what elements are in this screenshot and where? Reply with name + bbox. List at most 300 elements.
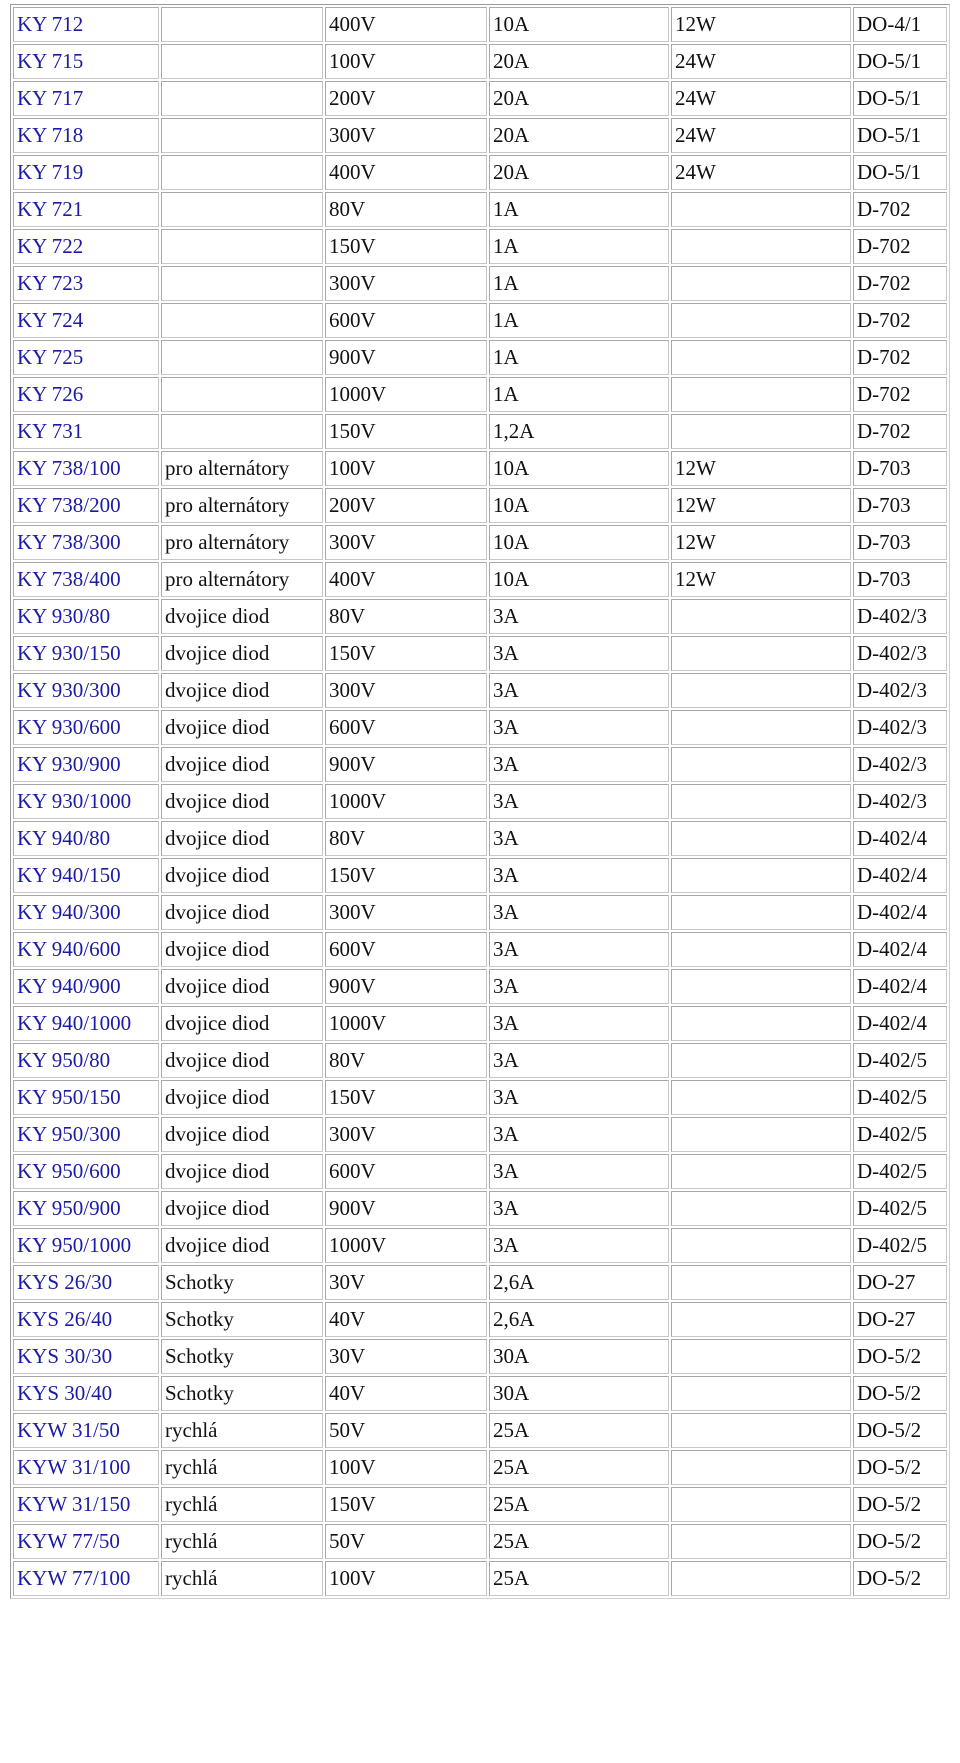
table-row <box>13 118 947 153</box>
voltage-cell: 900V <box>325 747 487 782</box>
current-cell: 25A <box>489 1450 669 1485</box>
current-cell: 25A <box>489 1413 669 1448</box>
description-cell: dvojice diod <box>161 1117 323 1152</box>
current-cell: 1A <box>489 192 669 227</box>
description-cell <box>161 155 323 190</box>
description-cell: Schotky <box>161 1376 323 1411</box>
voltage-cell: 300V <box>325 118 487 153</box>
package-cell: D-402/4 <box>853 1006 947 1041</box>
part-number-cell[interactable]: KY 738/100 <box>13 451 159 486</box>
package-cell: D-402/3 <box>853 747 947 782</box>
package-cell: D-702 <box>853 229 947 264</box>
power-cell <box>671 710 851 745</box>
power-cell <box>671 747 851 782</box>
voltage-cell: 300V <box>325 895 487 930</box>
part-number-cell[interactable]: KY 950/600 <box>13 1154 159 1189</box>
package-cell: D-402/4 <box>853 932 947 967</box>
description-cell: dvojice diod <box>161 1006 323 1041</box>
part-number-cell[interactable]: KY 722 <box>13 229 159 264</box>
table-row <box>13 747 947 782</box>
table-row <box>13 451 947 486</box>
current-cell: 20A <box>489 118 669 153</box>
power-cell <box>671 673 851 708</box>
table-row <box>13 932 947 967</box>
voltage-cell: 300V <box>325 266 487 301</box>
table-row <box>13 81 947 116</box>
table-row <box>13 636 947 671</box>
current-cell: 3A <box>489 1228 669 1263</box>
package-cell: D-402/4 <box>853 858 947 893</box>
description-cell: rychlá <box>161 1487 323 1522</box>
voltage-cell: 150V <box>325 414 487 449</box>
current-cell: 3A <box>489 784 669 819</box>
part-number-cell[interactable]: KY 718 <box>13 118 159 153</box>
current-cell: 20A <box>489 81 669 116</box>
part-number-cell[interactable]: KY 725 <box>13 340 159 375</box>
description-cell <box>161 192 323 227</box>
table-row <box>13 7 947 42</box>
table-row <box>13 229 947 264</box>
part-number-cell[interactable]: KY 721 <box>13 192 159 227</box>
power-cell <box>671 303 851 338</box>
part-number-cell[interactable]: KY 930/1000 <box>13 784 159 819</box>
part-number-cell[interactable]: KY 738/200 <box>13 488 159 523</box>
voltage-cell: 150V <box>325 858 487 893</box>
power-cell <box>671 1561 851 1596</box>
package-cell: DO-5/2 <box>853 1376 947 1411</box>
voltage-cell: 1000V <box>325 1006 487 1041</box>
table-row <box>13 266 947 301</box>
description-cell <box>161 229 323 264</box>
package-cell: D-402/4 <box>853 969 947 1004</box>
description-cell: rychlá <box>161 1413 323 1448</box>
package-cell: DO-5/2 <box>853 1339 947 1374</box>
description-cell: Schotky <box>161 1339 323 1374</box>
current-cell: 3A <box>489 1117 669 1152</box>
description-cell: dvojice diod <box>161 895 323 930</box>
package-cell: DO-5/2 <box>853 1450 947 1485</box>
description-cell: Schotky <box>161 1265 323 1300</box>
part-number-cell[interactable]: KY 940/80 <box>13 821 159 856</box>
voltage-cell: 400V <box>325 562 487 597</box>
package-cell: D-402/5 <box>853 1080 947 1115</box>
power-cell: 12W <box>671 525 851 560</box>
voltage-cell: 400V <box>325 155 487 190</box>
part-number-cell[interactable]: KY 950/300 <box>13 1117 159 1152</box>
description-cell: pro alternátory <box>161 451 323 486</box>
part-number-cell[interactable]: KY 930/150 <box>13 636 159 671</box>
description-cell: dvojice diod <box>161 599 323 634</box>
current-cell: 30A <box>489 1376 669 1411</box>
current-cell: 2,6A <box>489 1302 669 1337</box>
voltage-cell: 600V <box>325 932 487 967</box>
current-cell: 3A <box>489 673 669 708</box>
current-cell: 3A <box>489 969 669 1004</box>
power-cell <box>671 895 851 930</box>
voltage-cell: 900V <box>325 1191 487 1226</box>
voltage-cell: 80V <box>325 1043 487 1078</box>
voltage-cell: 600V <box>325 710 487 745</box>
table-row <box>13 1154 947 1189</box>
description-cell <box>161 303 323 338</box>
current-cell: 3A <box>489 636 669 671</box>
power-cell <box>671 636 851 671</box>
table-row <box>13 1080 947 1115</box>
voltage-cell: 200V <box>325 488 487 523</box>
part-number-cell[interactable]: KY 940/1000 <box>13 1006 159 1041</box>
current-cell: 3A <box>489 1080 669 1115</box>
description-cell <box>161 414 323 449</box>
power-cell <box>671 1154 851 1189</box>
description-cell: pro alternátory <box>161 562 323 597</box>
package-cell: D-702 <box>853 414 947 449</box>
description-cell: dvojice diod <box>161 1080 323 1115</box>
voltage-cell: 600V <box>325 1154 487 1189</box>
part-number-cell[interactable]: KY 930/900 <box>13 747 159 782</box>
power-cell <box>671 192 851 227</box>
current-cell: 10A <box>489 525 669 560</box>
part-number-cell[interactable]: KY 717 <box>13 81 159 116</box>
package-cell: D-402/3 <box>853 673 947 708</box>
current-cell: 3A <box>489 932 669 967</box>
power-cell <box>671 599 851 634</box>
table-row <box>13 488 947 523</box>
part-number-cell[interactable]: KYS 30/30 <box>13 1339 159 1374</box>
voltage-cell: 900V <box>325 340 487 375</box>
current-cell: 3A <box>489 1043 669 1078</box>
current-cell: 10A <box>489 7 669 42</box>
description-cell: rychlá <box>161 1561 323 1596</box>
voltage-cell: 150V <box>325 636 487 671</box>
part-number-cell[interactable]: KYS 26/30 <box>13 1265 159 1300</box>
part-number-cell[interactable]: KY 715 <box>13 44 159 79</box>
package-cell: DO-5/2 <box>853 1561 947 1596</box>
description-cell <box>161 44 323 79</box>
power-cell: 24W <box>671 155 851 190</box>
current-cell: 3A <box>489 821 669 856</box>
package-cell: D-702 <box>853 192 947 227</box>
table-row <box>13 1228 947 1263</box>
table-row <box>13 1413 947 1448</box>
part-number-cell[interactable]: KYW 31/50 <box>13 1413 159 1448</box>
power-cell <box>671 932 851 967</box>
description-cell <box>161 377 323 412</box>
table-row <box>13 303 947 338</box>
part-number-cell[interactable]: KY 930/80 <box>13 599 159 634</box>
power-cell <box>671 229 851 264</box>
part-number-cell[interactable]: KY 940/600 <box>13 932 159 967</box>
package-cell: D-402/5 <box>853 1043 947 1078</box>
power-cell <box>671 1487 851 1522</box>
description-cell <box>161 7 323 42</box>
table-row <box>13 192 947 227</box>
part-number-cell[interactable]: KYW 77/100 <box>13 1561 159 1596</box>
description-cell: dvojice diod <box>161 932 323 967</box>
table-row <box>13 155 947 190</box>
table-row <box>13 1117 947 1152</box>
description-cell <box>161 266 323 301</box>
power-cell: 12W <box>671 7 851 42</box>
current-cell: 3A <box>489 747 669 782</box>
power-cell <box>671 858 851 893</box>
description-cell: dvojice diod <box>161 1191 323 1226</box>
description-cell: dvojice diod <box>161 673 323 708</box>
power-cell: 24W <box>671 44 851 79</box>
voltage-cell: 30V <box>325 1339 487 1374</box>
diode-table-body <box>13 7 947 1596</box>
part-number-cell[interactable]: KY 726 <box>13 377 159 412</box>
part-number-cell[interactable]: KY 712 <box>13 7 159 42</box>
table-row <box>13 1561 947 1596</box>
description-cell <box>161 340 323 375</box>
table-row <box>13 1191 947 1226</box>
voltage-cell: 100V <box>325 1450 487 1485</box>
part-number-cell[interactable]: KY 738/300 <box>13 525 159 560</box>
voltage-cell: 50V <box>325 1524 487 1559</box>
current-cell: 10A <box>489 562 669 597</box>
table-row <box>13 44 947 79</box>
voltage-cell: 300V <box>325 673 487 708</box>
power-cell <box>671 1413 851 1448</box>
package-cell: D-703 <box>853 488 947 523</box>
table-row <box>13 1302 947 1337</box>
current-cell: 20A <box>489 44 669 79</box>
table-row <box>13 821 947 856</box>
table-row <box>13 1524 947 1559</box>
voltage-cell: 1000V <box>325 784 487 819</box>
package-cell: D-703 <box>853 451 947 486</box>
part-number-cell[interactable]: KY 731 <box>13 414 159 449</box>
part-number-cell[interactable]: KY 950/150 <box>13 1080 159 1115</box>
current-cell: 1A <box>489 377 669 412</box>
power-cell <box>671 1043 851 1078</box>
package-cell: D-402/5 <box>853 1191 947 1226</box>
current-cell: 3A <box>489 1154 669 1189</box>
current-cell: 1A <box>489 266 669 301</box>
description-cell: Schotky <box>161 1302 323 1337</box>
current-cell: 3A <box>489 599 669 634</box>
package-cell: DO-5/2 <box>853 1487 947 1522</box>
part-number-cell[interactable]: KYW 31/100 <box>13 1450 159 1485</box>
diode-table <box>11 5 949 1598</box>
current-cell: 3A <box>489 858 669 893</box>
power-cell <box>671 821 851 856</box>
part-number-cell[interactable]: KY 930/600 <box>13 710 159 745</box>
table-row <box>13 1487 947 1522</box>
description-cell: pro alternátory <box>161 488 323 523</box>
table-row <box>13 673 947 708</box>
table-row <box>13 784 947 819</box>
package-cell: D-702 <box>853 303 947 338</box>
table-row <box>13 969 947 1004</box>
voltage-cell: 40V <box>325 1302 487 1337</box>
current-cell: 3A <box>489 895 669 930</box>
table-row <box>13 1265 947 1300</box>
description-cell: dvojice diod <box>161 747 323 782</box>
voltage-cell: 100V <box>325 1561 487 1596</box>
voltage-cell: 600V <box>325 303 487 338</box>
power-cell: 24W <box>671 81 851 116</box>
package-cell: DO-27 <box>853 1302 947 1337</box>
power-cell <box>671 1117 851 1152</box>
table-row <box>13 599 947 634</box>
power-cell: 12W <box>671 451 851 486</box>
power-cell <box>671 1524 851 1559</box>
package-cell: D-402/4 <box>853 895 947 930</box>
part-number-cell[interactable]: KY 950/1000 <box>13 1228 159 1263</box>
table-row <box>13 1450 947 1485</box>
package-cell: D-702 <box>853 266 947 301</box>
power-cell <box>671 266 851 301</box>
package-cell: DO-27 <box>853 1265 947 1300</box>
part-number-cell[interactable]: KY 723 <box>13 266 159 301</box>
voltage-cell: 100V <box>325 451 487 486</box>
package-cell: D-703 <box>853 562 947 597</box>
table-row <box>13 377 947 412</box>
part-number-cell[interactable]: KY 724 <box>13 303 159 338</box>
description-cell: dvojice diod <box>161 821 323 856</box>
voltage-cell: 150V <box>325 1487 487 1522</box>
package-cell: DO-5/1 <box>853 44 947 79</box>
package-cell: DO-4/1 <box>853 7 947 42</box>
current-cell: 1A <box>489 229 669 264</box>
part-number-cell[interactable]: KY 930/300 <box>13 673 159 708</box>
current-cell: 2,6A <box>489 1265 669 1300</box>
description-cell: dvojice diod <box>161 1154 323 1189</box>
current-cell: 25A <box>489 1487 669 1522</box>
power-cell <box>671 1302 851 1337</box>
power-cell: 12W <box>671 488 851 523</box>
current-cell: 20A <box>489 155 669 190</box>
package-cell: D-703 <box>853 525 947 560</box>
part-number-cell[interactable]: KY 950/80 <box>13 1043 159 1078</box>
power-cell <box>671 340 851 375</box>
power-cell <box>671 1191 851 1226</box>
table-row <box>13 710 947 745</box>
package-cell: D-702 <box>853 340 947 375</box>
voltage-cell: 150V <box>325 229 487 264</box>
description-cell: rychlá <box>161 1524 323 1559</box>
description-cell: dvojice diod <box>161 1228 323 1263</box>
package-cell: D-702 <box>853 377 947 412</box>
package-cell: D-402/5 <box>853 1154 947 1189</box>
description-cell: dvojice diod <box>161 1043 323 1078</box>
description-cell <box>161 81 323 116</box>
power-cell <box>671 1376 851 1411</box>
part-number-cell[interactable]: KYW 77/50 <box>13 1524 159 1559</box>
current-cell: 3A <box>489 1006 669 1041</box>
voltage-cell: 100V <box>325 44 487 79</box>
current-cell: 3A <box>489 1191 669 1226</box>
table-row <box>13 1043 947 1078</box>
description-cell: dvojice diod <box>161 710 323 745</box>
package-cell: D-402/3 <box>853 784 947 819</box>
voltage-cell: 80V <box>325 192 487 227</box>
current-cell: 1A <box>489 303 669 338</box>
part-number-cell[interactable]: KY 950/900 <box>13 1191 159 1226</box>
voltage-cell: 50V <box>325 1413 487 1448</box>
part-number-cell[interactable]: KY 940/900 <box>13 969 159 1004</box>
package-cell: DO-5/1 <box>853 118 947 153</box>
description-cell: dvojice diod <box>161 969 323 1004</box>
package-cell: DO-5/1 <box>853 81 947 116</box>
power-cell <box>671 1450 851 1485</box>
power-cell <box>671 969 851 1004</box>
voltage-cell: 80V <box>325 599 487 634</box>
package-cell: DO-5/2 <box>853 1413 947 1448</box>
current-cell: 1,2A <box>489 414 669 449</box>
table-row <box>13 1376 947 1411</box>
description-cell <box>161 118 323 153</box>
power-cell <box>671 1080 851 1115</box>
current-cell: 3A <box>489 710 669 745</box>
voltage-cell: 400V <box>325 7 487 42</box>
current-cell: 10A <box>489 451 669 486</box>
current-cell: 10A <box>489 488 669 523</box>
voltage-cell: 200V <box>325 81 487 116</box>
package-cell: D-402/3 <box>853 636 947 671</box>
voltage-cell: 30V <box>325 1265 487 1300</box>
part-number-cell[interactable]: KY 940/300 <box>13 895 159 930</box>
package-cell: D-402/3 <box>853 599 947 634</box>
power-cell <box>671 784 851 819</box>
part-number-cell[interactable]: KY 719 <box>13 155 159 190</box>
table-row <box>13 1006 947 1041</box>
package-cell: DO-5/2 <box>853 1524 947 1559</box>
description-cell: rychlá <box>161 1450 323 1485</box>
table-row <box>13 414 947 449</box>
current-cell: 25A <box>489 1524 669 1559</box>
table-row <box>13 340 947 375</box>
current-cell: 1A <box>489 340 669 375</box>
part-number-cell[interactable]: KYS 30/40 <box>13 1376 159 1411</box>
table-row <box>13 895 947 930</box>
voltage-cell: 300V <box>325 525 487 560</box>
description-cell: dvojice diod <box>161 636 323 671</box>
table-row <box>13 858 947 893</box>
part-number-cell[interactable]: KYW 31/150 <box>13 1487 159 1522</box>
description-cell: dvojice diod <box>161 784 323 819</box>
package-cell: D-402/5 <box>853 1117 947 1152</box>
description-cell: dvojice diod <box>161 858 323 893</box>
voltage-cell: 900V <box>325 969 487 1004</box>
voltage-cell: 150V <box>325 1080 487 1115</box>
diode-table-frame <box>10 4 950 1599</box>
power-cell <box>671 414 851 449</box>
part-number-cell[interactable]: KYS 26/40 <box>13 1302 159 1337</box>
table-row <box>13 525 947 560</box>
current-cell: 25A <box>489 1561 669 1596</box>
voltage-cell: 80V <box>325 821 487 856</box>
part-number-cell[interactable]: KY 738/400 <box>13 562 159 597</box>
current-cell: 30A <box>489 1339 669 1374</box>
package-cell: DO-5/1 <box>853 155 947 190</box>
table-row <box>13 1339 947 1374</box>
table-row <box>13 562 947 597</box>
voltage-cell: 300V <box>325 1117 487 1152</box>
voltage-cell: 40V <box>325 1376 487 1411</box>
power-cell: 24W <box>671 118 851 153</box>
package-cell: D-402/3 <box>853 710 947 745</box>
voltage-cell: 1000V <box>325 377 487 412</box>
package-cell: D-402/4 <box>853 821 947 856</box>
power-cell <box>671 1339 851 1374</box>
power-cell <box>671 1228 851 1263</box>
power-cell <box>671 377 851 412</box>
part-number-cell[interactable]: KY 940/150 <box>13 858 159 893</box>
package-cell: D-402/5 <box>853 1228 947 1263</box>
description-cell: pro alternátory <box>161 525 323 560</box>
